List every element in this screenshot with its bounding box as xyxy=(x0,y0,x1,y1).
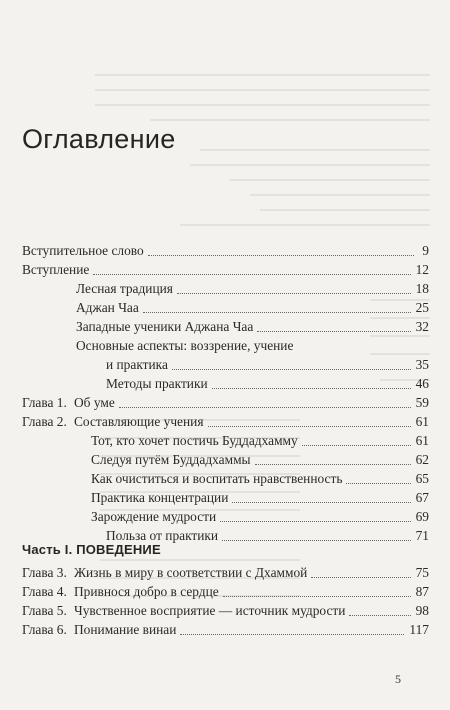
toc-entry-page: 25 xyxy=(415,300,429,315)
toc-entry[interactable] xyxy=(76,319,429,335)
toc-entry-label: Западные ученики Аджана Чаа xyxy=(76,319,254,334)
toc-entry-page: 12 xyxy=(415,262,429,277)
toc-entry-label: Понимание винаи xyxy=(74,622,177,637)
toc-entry-page: 87 xyxy=(415,584,429,599)
toc-entry-label: Основные аспекты: воззрение, учение xyxy=(76,338,294,353)
page-title: Оглавление xyxy=(22,124,176,154)
dot-leader xyxy=(143,311,411,313)
toc-chapter-entry[interactable] xyxy=(22,622,429,638)
toc-entry-page: 35 xyxy=(415,357,429,372)
dot-leader xyxy=(180,633,404,635)
toc-entry[interactable] xyxy=(106,376,429,392)
dot-leader xyxy=(232,501,410,503)
toc-entry-label: Об уме xyxy=(74,395,115,410)
toc-entry-page: 71 xyxy=(415,528,429,543)
toc-entry-page: 18 xyxy=(415,281,429,296)
dot-leader xyxy=(349,614,410,616)
toc-entry[interactable] xyxy=(106,357,429,373)
toc-entry[interactable] xyxy=(22,262,429,278)
toc-entry-page: 59 xyxy=(415,395,429,410)
toc-entry-label: Лесная традиция xyxy=(76,281,173,296)
toc-entry-page: 98 xyxy=(415,603,429,618)
toc-entry-page: 117 xyxy=(409,622,429,637)
toc-entry[interactable] xyxy=(91,471,429,487)
toc-entry[interactable] xyxy=(22,243,429,259)
dot-leader xyxy=(257,330,410,332)
toc-entry-label: Привнося добро в сердце xyxy=(74,584,219,599)
toc-entry-label: Чувственное восприятие — источник мудрости xyxy=(74,603,346,618)
part-heading: Часть I. ПОВЕДЕНИЕ xyxy=(22,542,161,557)
toc-entry-label: Вступительное слово xyxy=(22,243,144,258)
toc-entry-label: Аджан Чаа xyxy=(76,300,139,315)
chapter-number: Глава 6. xyxy=(22,622,67,637)
chapter-number: Глава 1. xyxy=(22,395,67,410)
toc-entry-label: Составляющие учения xyxy=(74,414,204,429)
toc-entry-page: 62 xyxy=(415,452,429,467)
toc-entry-page: 46 xyxy=(415,376,429,391)
toc-entry-page: 61 xyxy=(415,433,429,448)
toc-entry-first-line[interactable] xyxy=(76,338,429,354)
toc-entry[interactable] xyxy=(76,300,429,316)
toc-entry-page: 69 xyxy=(415,509,429,524)
dot-leader xyxy=(177,292,411,294)
toc-entry-label: и практика xyxy=(106,357,168,372)
toc-entry-page: 61 xyxy=(415,414,429,429)
dot-leader xyxy=(223,595,411,597)
toc-chapter-entry[interactable] xyxy=(22,414,429,430)
dot-leader xyxy=(346,482,410,484)
dot-leader xyxy=(148,254,414,256)
toc-entry-page: 32 xyxy=(415,319,429,334)
chapter-number: Глава 5. xyxy=(22,603,67,618)
dot-leader xyxy=(222,539,411,541)
dot-leader xyxy=(220,520,410,522)
toc-entry[interactable] xyxy=(91,452,429,468)
toc-entry-page: 65 xyxy=(415,471,429,486)
toc-entry-label: Жизнь в миру в соответствии с Дхаммой xyxy=(74,565,308,580)
toc-entry-page: 67 xyxy=(415,490,429,505)
toc-entry-label: Практика концентрации xyxy=(91,490,229,505)
chapter-number: Глава 3. xyxy=(22,565,67,580)
dot-leader xyxy=(255,463,411,465)
toc-entry-label: Вступление xyxy=(22,262,90,277)
dot-leader xyxy=(172,368,411,370)
toc-entry-label: Как очиститься и воспитать нравственность xyxy=(91,471,343,486)
chapter-number: Глава 4. xyxy=(22,584,67,599)
dot-leader xyxy=(302,444,411,446)
toc-entry[interactable] xyxy=(91,509,429,525)
toc-entry-label: Тот, кто хочет постичь Буддадхамму xyxy=(91,433,298,448)
toc-entry[interactable] xyxy=(76,281,429,297)
dot-leader xyxy=(212,387,411,389)
chapter-number: Глава 2. xyxy=(22,414,67,429)
toc-chapter-entry[interactable] xyxy=(22,395,429,411)
toc-entry-page: 75 xyxy=(415,565,429,580)
dot-leader xyxy=(208,425,411,427)
toc-entry-label: Зарождение мудрости xyxy=(91,509,217,524)
toc-entry-label: Польза от практики xyxy=(106,528,219,543)
toc-entry-page: 9 xyxy=(422,243,429,258)
toc-entry-label: Методы практики xyxy=(106,376,208,391)
dot-leader xyxy=(93,273,410,275)
toc-entry-label: Следуя путём Буддадхаммы xyxy=(91,452,251,467)
toc-entry[interactable] xyxy=(91,490,429,506)
toc-chapter-entry[interactable] xyxy=(22,565,429,581)
toc-entry[interactable] xyxy=(91,433,429,449)
dot-leader xyxy=(311,576,410,578)
page-number: 5 xyxy=(395,672,401,686)
toc-chapter-entry[interactable] xyxy=(22,584,429,600)
toc-chapter-entry[interactable] xyxy=(22,603,429,619)
dot-leader xyxy=(119,406,411,408)
